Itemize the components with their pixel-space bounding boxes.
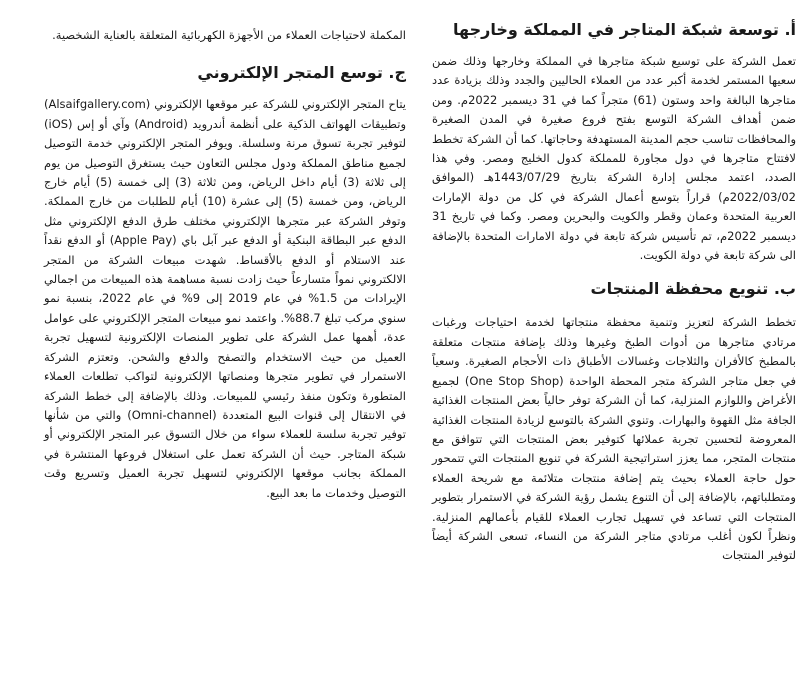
- paragraph-store-network-expansion: تعمل الشركة على توسيع شبكة متاجرها في المملكة وخارجها وذلك ضمن سعيها المستمر لخدمة أكبر عدد من العملاء الحاليين والجدد وذلك بزيادة عدد متاجرها البالغة واحد وستون (61) متجراً كما في 31 ديسمبر 2022م. ومن ضمن أهداف الشركة التوسع بفتح فروع صغيرة في المدن الصغيرة والمحافظات تناسب حجم المدينة المستهدفة وحاجاتها. كما أن الشركة تخطط لافتتاح متاجرها في دول مجاورة للمملكة كدول الخليج ومصر. وفي هذا الصدد، اعتمد مجلس إدارة الشركة بتاريخ 1443/07/29هـ (الموافق 2022/03/02م) قراراً بتوسع أعمال الشركة في كل من دولة الإمارات العربية المتحدة وعمان وقطر والكويت والبحرين ومصر. وكما في تاريخ 31 ديسمبر 2022م، تم تأسيس شركة تابعة في دولة الامارات المتحدة بالإضافة الى شركة تابعة في دولة الكويت.: [432, 54, 797, 263]
- left-column: [44, 0, 406, 503]
- paragraph-product-portfolio-continued: المكملة لاحتياجات العملاء من الأجهزة الكهربائية المتعلقة بالعناية الشخصية.: [52, 28, 406, 42]
- paragraph-product-portfolio: تخطط الشركة لتعزيز وتنمية محفظة منتجاتها لخدمة احتياجات ورغبات مرتادي متاجرها من أدوات الطبخ وغيرها وذلك بإضافة منتجات متعلقة بالمطبخ كالأفران والثلاجات وغسالات الأطباق ذات الأحجام الصغيرة. وسعياً في جعل متاجر الشركة متجر المحطة الواحدة (One Stop Shop) لجميع الأغراض واللوازم المنزلية، كما أن الشركة توفر حالياً بعض المنتجات الغذائية الجافة مثل القهوة والبهارات. وتنوي الشركة بالتوسع لزيادة المنتجات الغذائية المعروضة لتحسين تجربة عملائها كتوفير بعض المنتجات التي تتوافق مع منتجات المتجر، مما يعزز استراتيجية الشركة في تنويع المنتجات التي تتمحور حول حاجة العملاء بحيث يتم إضافة منتجات متلائمة مع شريحة العملاء ومتطلباتهم، بالإضافة إلى أن التنوع يشمل رؤية الشركة في الاستمرار بتطوير المنتجات التي تساعد في تسهيل تجارب العملاء للقيام بأعمالهم المنزلية. ونظراً لكون أغلب مرتادي متاجر الشركة من النساء، تسعى الشركة أيضاً لتوفير المنتجات: [432, 315, 797, 563]
- heading-store-network-expansion: أ. توسعة شبكة المتاجر في المملكة وخارجها: [453, 20, 796, 39]
- paragraph-ecommerce-expansion: يتاح المتجر الإلكتروني للشركة عبر موقعها الإلكتروني (Alsaifgallery.com) وتطبيقات الهواتف الذكية على أنظمة أندرويد (Android) وآي أو إس (iOS) لتوفير تجربة تسوق مرنة وسلسلة. ويوفر المتجر الإلكتروني خدمة التوصيل لجميع مناطق المملكة ودول مجلس التعاون حيث يستغرق التوصيل من يوم إلى ثلاثة (3) أيام داخل الرياض، ومن ثلاثة (3) إلى خمسة (5) أيام خارج الرياض، ومن خمسة (5) إلى عشرة (10) أيام للطلبات من خارج المملكة. وتوفر الشركة عبر متجرها الإلكتروني مختلف طرق الدفع الإلكتروني مثل الدفع عبر البطاقة البنكية أو الدفع عبر آبل باي (Apple Pay) أو الدفع نقداً عند الاستلام أو الدفع بالأقساط. شهدت مبيعات الشركة من المتجر الالكتروني نمواً متسارعاً حيث زادت نسبة مساهمة هذه المبيعات من اجمالي الإيرادات من 1.5% في عام 2019 إلى 9% في عام 2022، بنسبة نمو سنوي مركب تبلغ 88.7%. واعتمد نمو مبيعات المتجر الإلكتروني على عوامل عدة، أهمها عمل الشركة على تطوير المنصات الإلكترونية لتسهيل تجربة العميل من حيث الاستخدام والتصفح والدفع والشحن. وتعتزم الشركة الاستمرار في تطوير متجرها ومنصاتها الإلكترونية لتواكب تطلعات العملاء المتطورة وتكون منفذ رئيسي للمبيعات. وذلك بالإضافة إلى خطط الشركة في الانتقال إلى قنوات البيع المتعددة (Omni-channel) والتي من شأنها توفير تجربة سلسة للعملاء سواء من خلال التسوق عبر المتجر الإلكتروني أو شبكة المتاجر. حيث أن الشركة تعمل على استغلال فروعها المنتشرة في المملكة بجانب موقعها الإلكتروني لتسهيل تجربة العميل وتسريع وقت التوصيل وخدمات ما بعد البيع.: [44, 97, 406, 500]
- heading-product-portfolio: ب. تنويع محفظة المنتجات: [590, 279, 796, 299]
- right-column: [432, 0, 796, 566]
- heading-ecommerce-expansion: ج. توسع المتجر الإلكتروني: [197, 63, 406, 83]
